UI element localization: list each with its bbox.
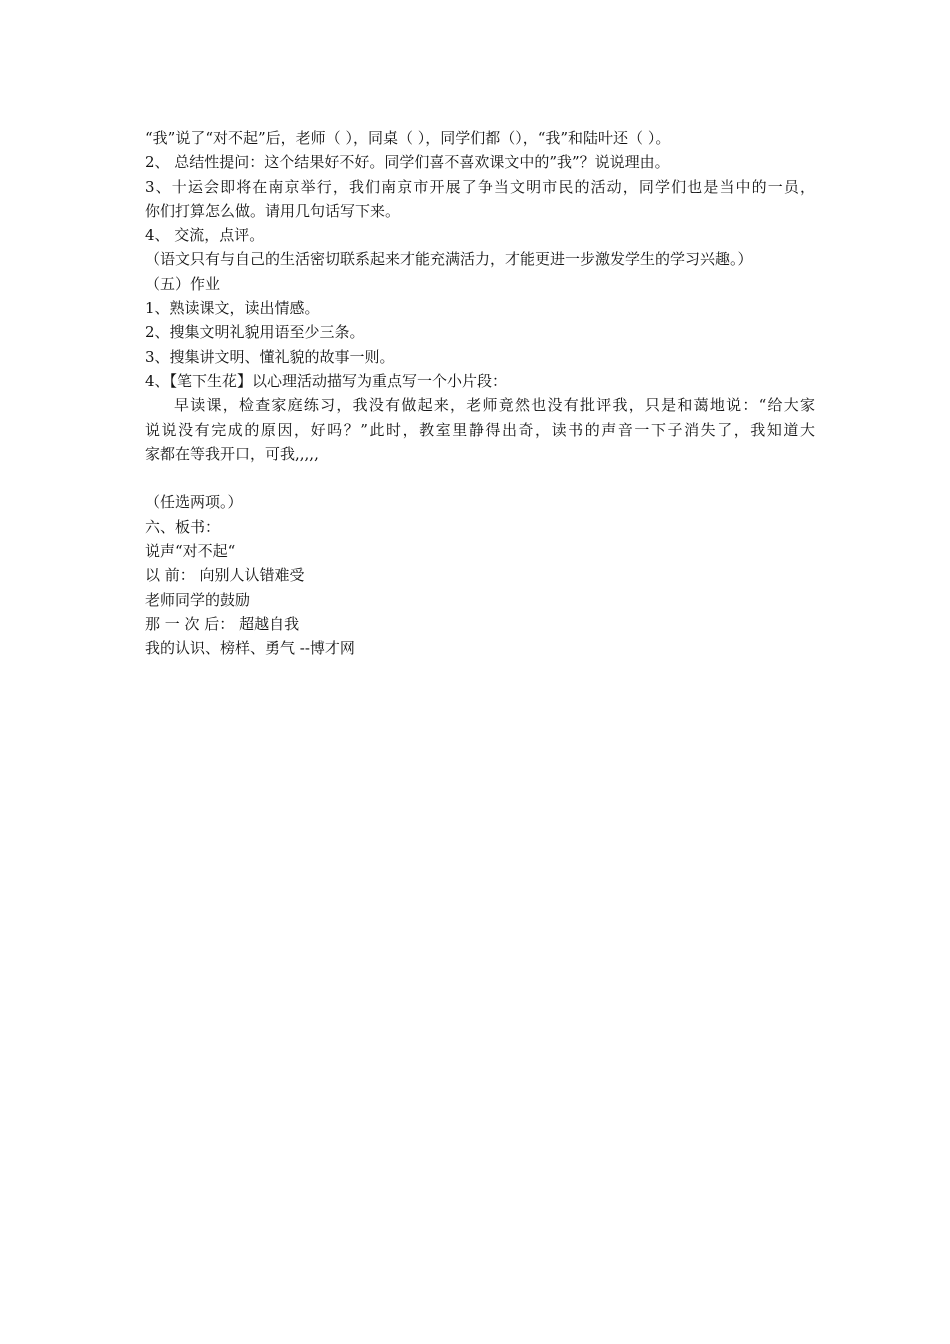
passage-line-1: 早读课，检查家庭练习，我没有做起来，老师竟然也没有批评我，只是和蔼地说：“给大家 — [174, 396, 815, 415]
board-line-5: 我的认识、榜样、勇气 --博才网 — [145, 639, 355, 658]
text-line-6: （语文只有与自己的生活密切联系起来才能充满活力，才能更进一步激发学生的学习兴趣。） — [145, 250, 753, 269]
homework-item-2: 2、搜集文明礼貌用语至少三条。 — [145, 323, 365, 342]
board-heading: 六、板书： — [145, 517, 221, 536]
homework-heading: （五）作业 — [145, 274, 221, 293]
passage-line-3: 家都在等我开口，可我,,,,, — [145, 444, 319, 463]
choose-note: （任选两项。） — [145, 493, 243, 512]
text-line-2: 2、 总结性提问：这个结果好不好。同学们喜不喜欢课文中的”我”？说说理由。 — [145, 153, 670, 172]
board-line-2: 以 前： 向别人认错难受 — [145, 566, 305, 585]
board-line-3: 老师同学的鼓励 — [145, 590, 251, 609]
text-line-5: 4、 交流，点评。 — [145, 226, 265, 245]
board-line-4: 那 一 次 后： 超越自我 — [145, 614, 300, 633]
passage-line-2: 说说没有完成的原因，好吗？”此时，教室里静得出奇，读书的声音一下子消失了，我知道大 — [145, 420, 815, 439]
homework-item-1: 1、熟读课文，读出情感。 — [145, 299, 320, 318]
blank-line — [145, 466, 815, 490]
board-line-1: 说声“对不起“ — [145, 542, 236, 561]
text-line-1: “我”说了“对不起”后，老师（ ），同桌（ ），同学们都（），“我”和陆叶还（ ）。 — [145, 129, 671, 147]
document-page — [145, 126, 815, 661]
homework-item-3: 3、搜集讲文明、懂礼貌的故事一则。 — [145, 347, 395, 366]
homework-item-4: 4、【笔下生花】以心理活动描写为重点写一个小片段： — [145, 371, 508, 390]
text-line-3: 3、十运会即将在南京举行，我们南京市开展了争当文明市民的活动，同学们也是当中的一员， — [145, 177, 815, 196]
text-line-4: 你们打算怎么做。请用几句话写下来。 — [145, 201, 401, 220]
